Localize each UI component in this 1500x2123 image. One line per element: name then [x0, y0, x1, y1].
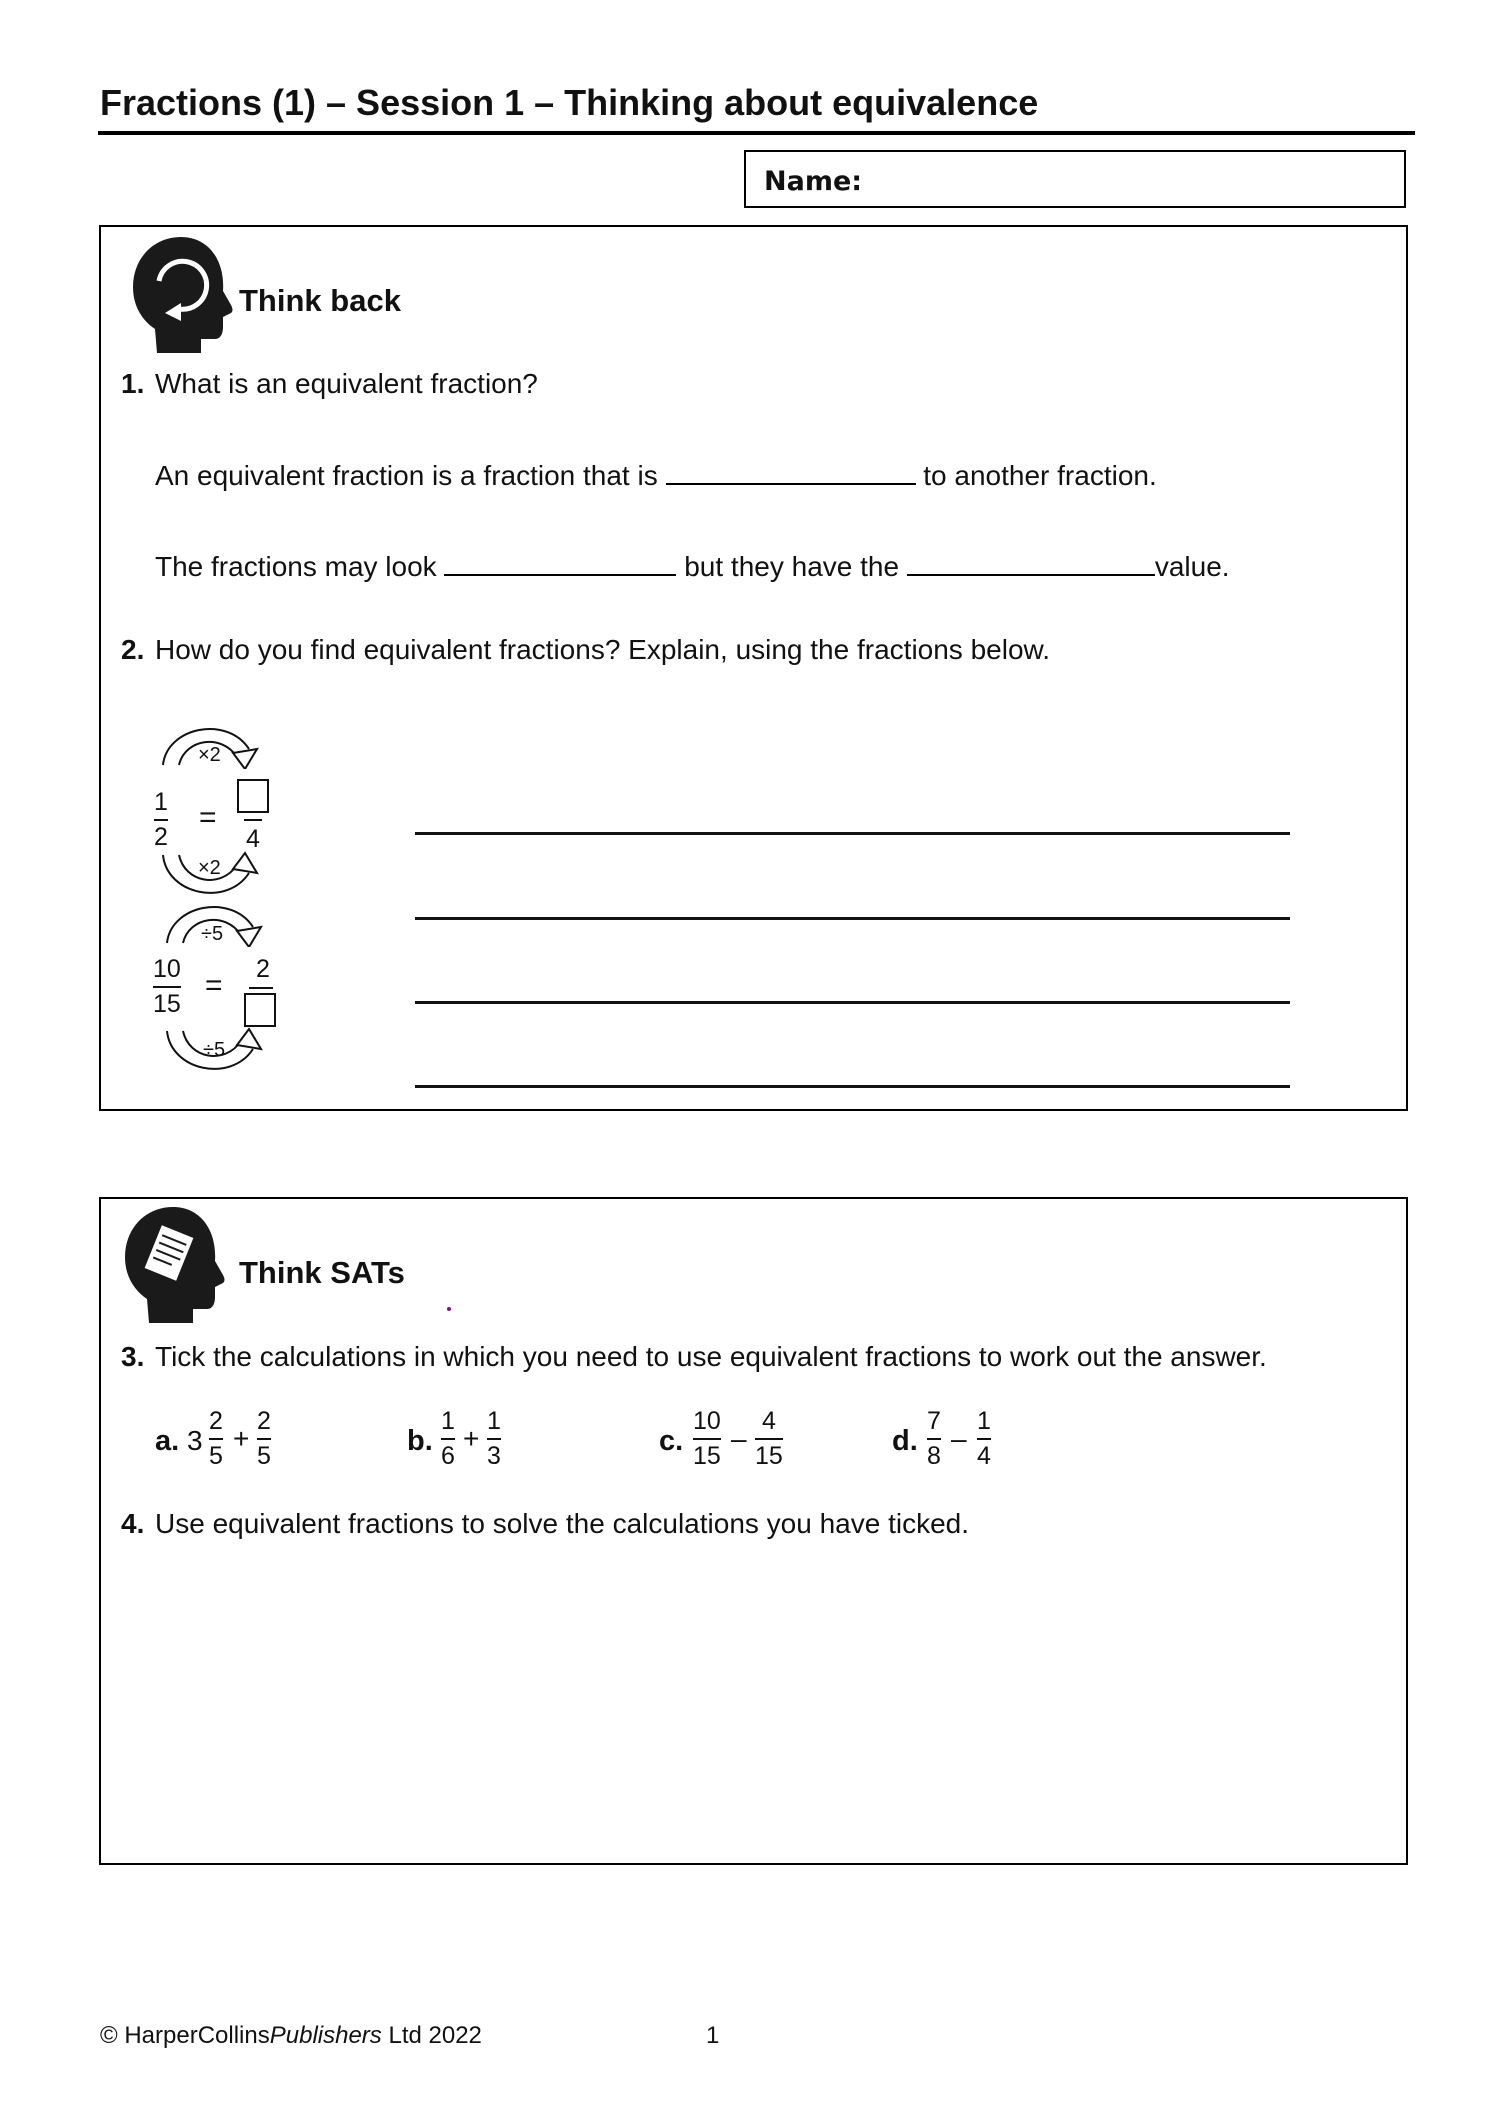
- op-label-bottom-2: ÷5: [203, 1039, 226, 1061]
- answer-box-numerator[interactable]: [237, 779, 269, 813]
- page-number: 1: [706, 2022, 720, 2049]
- head-notepad-icon: [121, 1203, 227, 1327]
- think-back-heading: Think back: [239, 283, 401, 318]
- answer-box-denominator[interactable]: [244, 993, 276, 1027]
- question-1-text: What is an equivalent fraction?: [155, 368, 538, 399]
- q1-sentence-2: The fractions may look but they have the value.: [155, 551, 1230, 582]
- question-number-1: 1.: [121, 368, 145, 399]
- question-4-text: Use equivalent fractions to solve the calculations you have ticked.: [155, 1508, 970, 1539]
- answer-line-2[interactable]: [415, 917, 1290, 920]
- question-number-4: 4.: [121, 1508, 145, 1539]
- question-number-3: 3.: [121, 1341, 145, 1372]
- q1-sentence-1: An equivalent fraction is a fraction that is to another fraction.: [155, 460, 1157, 491]
- answer-line-1[interactable]: [415, 832, 1290, 835]
- page-title: Fractions (1) – Session 1 – Thinking about equivalence: [100, 82, 1039, 123]
- question-2-text: How do you find equivalent fractions? Explain, using the fractions below.: [155, 634, 1050, 665]
- title-underline: [98, 131, 1415, 135]
- answer-line-3[interactable]: [415, 1001, 1290, 1004]
- equals-sign-2: =: [205, 969, 223, 1002]
- fraction-10-15: 10 15: [153, 955, 181, 1018]
- answer-blank-value[interactable]: [907, 550, 1155, 576]
- answer-blank-same[interactable]: [666, 459, 916, 485]
- working-area[interactable]: [155, 1559, 1355, 1839]
- equals-sign-1: =: [199, 801, 217, 834]
- answer-blank-look[interactable]: [444, 550, 676, 576]
- op-label-top-2: ÷5: [201, 923, 224, 945]
- op-label-bottom-1: ×2: [198, 857, 221, 879]
- fraction-1-2: 1 2: [154, 788, 168, 851]
- think-back-panel: [99, 225, 1408, 1111]
- think-sats-heading: Think SATs: [239, 1255, 405, 1290]
- fraction-result-num-2: 2: [256, 955, 270, 983]
- stray-dot: [447, 1307, 451, 1311]
- fraction-result-den-1: 4: [246, 825, 260, 853]
- question-number-2: 2.: [121, 634, 145, 665]
- answer-line-4[interactable]: [415, 1085, 1290, 1088]
- name-field[interactable]: [744, 150, 1406, 208]
- think-sats-panel: Think SATs 3. Tick the calculations in which you need to use equivalent fractions to work out the answer. a. 3 2 5 + 2 5 b. 1 6 + 1 3 c. 10 15 – 4 15 d. 7 8 – 1 4 4. Use equivalent fractions to solve the calculations you have ticked.: [99, 1197, 1408, 1865]
- name-label: Name:: [764, 166, 863, 197]
- question-3-text: Tick the calculations in which you need to use equivalent fractions to work out the answer.: [155, 1341, 1267, 1372]
- copyright-notice: © HarperCollinsPublishers Ltd 2022: [100, 2022, 482, 2049]
- head-circular-arrow-icon: [129, 233, 235, 357]
- op-label-top-1: ×2: [198, 744, 221, 766]
